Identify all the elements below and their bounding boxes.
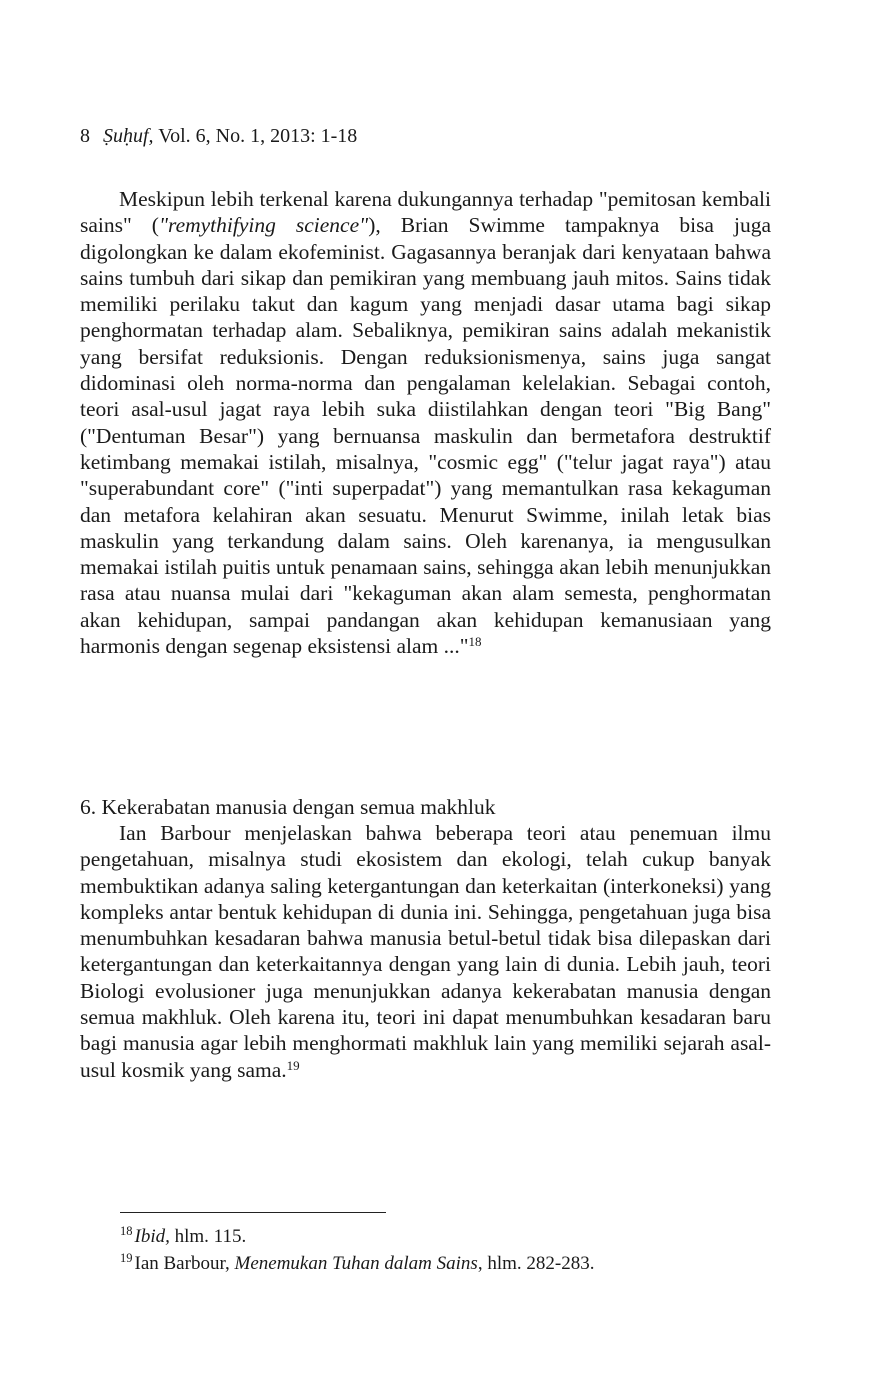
footnote-mark: 18 bbox=[120, 1224, 133, 1239]
footnote-19 bbox=[120, 1252, 594, 1276]
footnote-book-title: Menemukan Tuhan dalam Sains bbox=[234, 1253, 478, 1274]
running-header bbox=[80, 124, 357, 148]
paragraph-2-text: Ian Barbour menjelaskan bahwa beberapa teori atau penemuan ilmu pengetahuan, misalnya studi ekosistem dan ekologi, telah cukup banyak membuktikan adanya saling ketergantungan dan keterkaitan (interkoneksi) yang kompleks antar bentuk kehidupan di dunia ini. Sehingga, pengetahuan juga bisa menumbuhkan kesadaran bahwa manusia betul-betul tidak bisa dilepaskan dari ketergantungan dan keterkaitannya dengan yang lain di dunia. Lebih jauh, teori Biologi evolusioner juga menunjukkan adanya kekerabatan manusia dengan semua makhluk. Oleh karena itu, teori ini dapat menumbuhkan kesadaran baru bagi manusia agar lebih menghormati makhluk lain yang memiliki sejarah asal-usul kosmik yang sama. bbox=[80, 821, 771, 1082]
page-number: 8 bbox=[80, 125, 90, 147]
footnote-page: hlm. 115. bbox=[169, 1226, 247, 1247]
footnote-mark: 19 bbox=[120, 1251, 133, 1266]
footnote-ref-18[interactable]: 18 bbox=[468, 633, 482, 649]
paragraph-1-italic-term: "remythifying science" bbox=[158, 213, 369, 238]
section-heading-6: 6. Kekerabatan manusia dengan semua makhluk bbox=[80, 795, 496, 819]
footnote-ref-19[interactable]: 19 bbox=[286, 1057, 300, 1073]
paragraph-1-text-rest: ), Brian Swimme tampaknya bisa juga digolongkan ke dalam ekofeminist. Gagasannya beranjak dari kenyataan bahwa sains tumbuh dari sikap dan pemikiran yang membuang jauh mitos. Sains tidak memiliki perilaku takut dan kagum yang menjadi dasar utama bagi sikap penghormatan terhadap alam. Sebaliknya, pemikiran sains adalah mekanistik yang bersifat reduksionis. Dengan reduksionismenya, sains juga sangat didominasi oleh norma-norma dan pengalaman kelelakian. Sebagai contoh, teori asal-usul jagat raya lebih suka diistilahkan dengan teori "Big Bang" ("Dentuman Besar") yang bernuansa maskulin dan bermetafora destruktif ketimbang memakai istilah, misalnya, "cosmic egg" ("telur jagat raya") atau "superabundant core" ("inti superpadat") yang memantulkan rasa kekaguman dan metafora kelahiran akan sesuatu. Menurut Swimme, inilah letak bias maskulin yang terkandung dalam sains. Oleh karenanya, ia mengusulkan memakai istilah puitis untuk penamaan sains, sehingga akan lebih menunjukkan rasa atau nuansa mulai dari "kekaguman akan alam semesta, penghormatan akan kehidupan, sampai pandangan akan kehidupan kemanusiaan yang harmonis dengan segenap eksistensi alam ..." bbox=[80, 213, 772, 659]
body-paragraph-2 bbox=[80, 820, 771, 1083]
footnote-author: Ian Barbour, bbox=[134, 1253, 235, 1274]
journal-citation: Vol. 6, No. 1, 2013: 1-18 bbox=[158, 125, 358, 147]
footnote-divider bbox=[120, 1212, 386, 1213]
body-paragraph-1 bbox=[80, 186, 771, 659]
footnote-source-italic: Ibid, bbox=[134, 1226, 170, 1247]
paragraph-1-text-start: Meskipun lebih terkenal karena dukungannya terhadap "pemitosan kembali sains" ( bbox=[80, 187, 771, 238]
footnote-page: , hlm. 282-283. bbox=[477, 1253, 595, 1274]
journal-title: Ṣuḥuf, bbox=[103, 125, 154, 147]
footnote-18 bbox=[120, 1225, 246, 1249]
